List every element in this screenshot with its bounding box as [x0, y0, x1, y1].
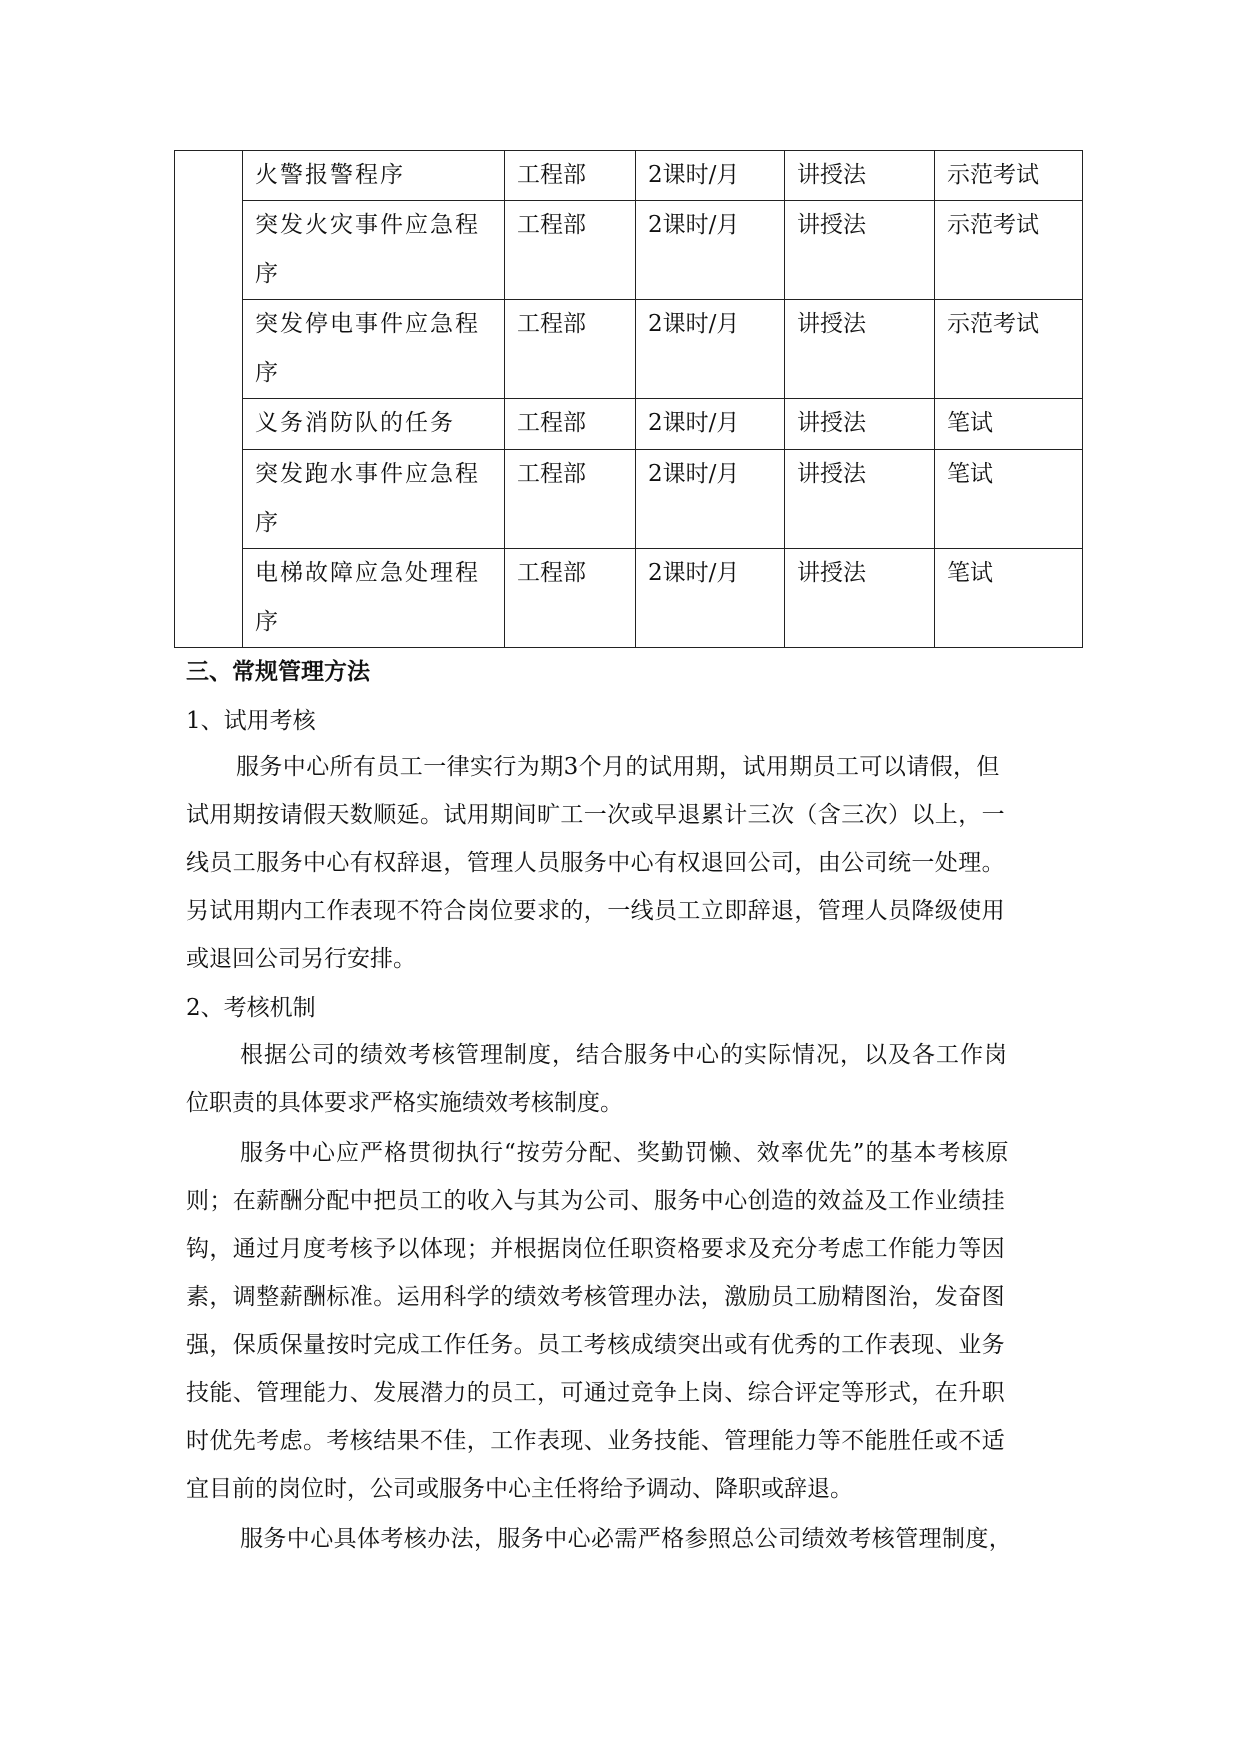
table-row — [175, 201, 1083, 300]
table-row — [175, 548, 1083, 647]
paragraph-line: 根据公司的绩效考核管理制度，结合服务中心的实际情况，以及各工作岗 — [240, 1042, 1008, 1068]
hours-cell: 2课时/月 — [636, 201, 785, 300]
department-cell: 工程部 — [505, 151, 636, 201]
paragraph-line: 时优先考虑。考核结果不佳，工作表现、业务技能、管理能力等不能胜任或不适 — [186, 1428, 1005, 1454]
paragraph-line: 试用期按请假天数顺延。试用期间旷工一次或早退累计三次（含三次）以上，一 — [186, 802, 1005, 828]
hours-cell: 2课时/月 — [636, 399, 785, 449]
table-row — [175, 300, 1083, 399]
table-row — [175, 151, 1083, 201]
section-heading: 三、常规管理方法 — [186, 658, 370, 685]
course-cell: 突发火灾事件应急程序 — [243, 201, 505, 300]
exam-cell: 示范考试 — [935, 300, 1083, 399]
department-cell: 工程部 — [505, 300, 636, 399]
category-cell — [175, 151, 243, 648]
method-cell: 讲授法 — [785, 399, 935, 449]
hours-cell: 2课时/月 — [636, 548, 785, 647]
method-cell: 讲授法 — [785, 151, 935, 201]
table-row — [175, 449, 1083, 548]
paragraph-line: 位职责的具体要求严格实施绩效考核制度。 — [186, 1090, 623, 1116]
department-cell: 工程部 — [505, 548, 636, 647]
exam-cell: 笔试 — [935, 548, 1083, 647]
method-cell: 讲授法 — [785, 201, 935, 300]
paragraph-line: 素，调整薪酬标准。运用科学的绩效考核管理办法，激励员工励精图治，发奋图 — [186, 1284, 1005, 1310]
exam-cell: 示范考试 — [935, 151, 1083, 201]
department-cell: 工程部 — [505, 399, 636, 449]
department-cell: 工程部 — [505, 449, 636, 548]
exam-cell: 示范考试 — [935, 201, 1083, 300]
hours-cell: 2课时/月 — [636, 300, 785, 399]
method-cell: 讲授法 — [785, 548, 935, 647]
course-cell: 义务消防队的任务 — [243, 399, 505, 449]
subsection-heading-probation: 1、试用考核 — [186, 708, 316, 734]
paragraph-line: 宜目前的岗位时，公司或服务中心主任将给予调动、降职或辞退。 — [186, 1476, 853, 1502]
table-row — [175, 399, 1083, 449]
hours-cell: 2课时/月 — [636, 449, 785, 548]
course-cell: 突发停电事件应急程序 — [243, 300, 505, 399]
exam-cell: 笔试 — [935, 399, 1083, 449]
paragraph-line: 强，保质保量按时完成工作任务。员工考核成绩突出或有优秀的工作表现、业务 — [186, 1332, 1005, 1358]
training-table — [174, 150, 1083, 648]
subsection-heading-assessment: 2、考核机制 — [186, 995, 316, 1021]
paragraph-line: 或退回公司另行安排。 — [186, 946, 416, 972]
paragraph-line: 技能、管理能力、发展潜力的员工，可通过竞争上岗、综合评定等形式，在升职 — [186, 1380, 1005, 1406]
method-cell: 讲授法 — [785, 300, 935, 399]
department-cell: 工程部 — [505, 201, 636, 300]
course-cell: 突发跑水事件应急程序 — [243, 449, 505, 548]
paragraph-line: 服务中心应严格贯彻执行“按劳分配、奖勤罚懒、效率优先”的基本考核原 — [240, 1140, 1010, 1166]
paragraph-line: 服务中心所有员工一律实行为期3个月的试用期，试用期员工可以请假，但 — [236, 754, 1000, 780]
paragraph-line: 则；在薪酬分配中把员工的收入与其为公司、服务中心创造的效益及工作业绩挂 — [186, 1188, 1005, 1214]
course-cell: 电梯故障应急处理程序 — [243, 548, 505, 647]
hours-cell: 2课时/月 — [636, 151, 785, 201]
paragraph-line: 服务中心具体考核办法，服务中心必需严格参照总公司绩效考核管理制度， — [240, 1526, 1013, 1552]
paragraph-line: 钩，通过月度考核予以体现；并根据岗位任职资格要求及充分考虑工作能力等因 — [186, 1236, 1005, 1262]
method-cell: 讲授法 — [785, 449, 935, 548]
exam-cell: 笔试 — [935, 449, 1083, 548]
paragraph-line: 线员工服务中心有权辞退，管理人员服务中心有权退回公司，由公司统一处理。 — [186, 850, 1005, 876]
course-cell: 火警报警程序 — [243, 151, 505, 201]
paragraph-line: 另试用期内工作表现不符合岗位要求的，一线员工立即辞退，管理人员降级使用 — [186, 898, 1005, 924]
